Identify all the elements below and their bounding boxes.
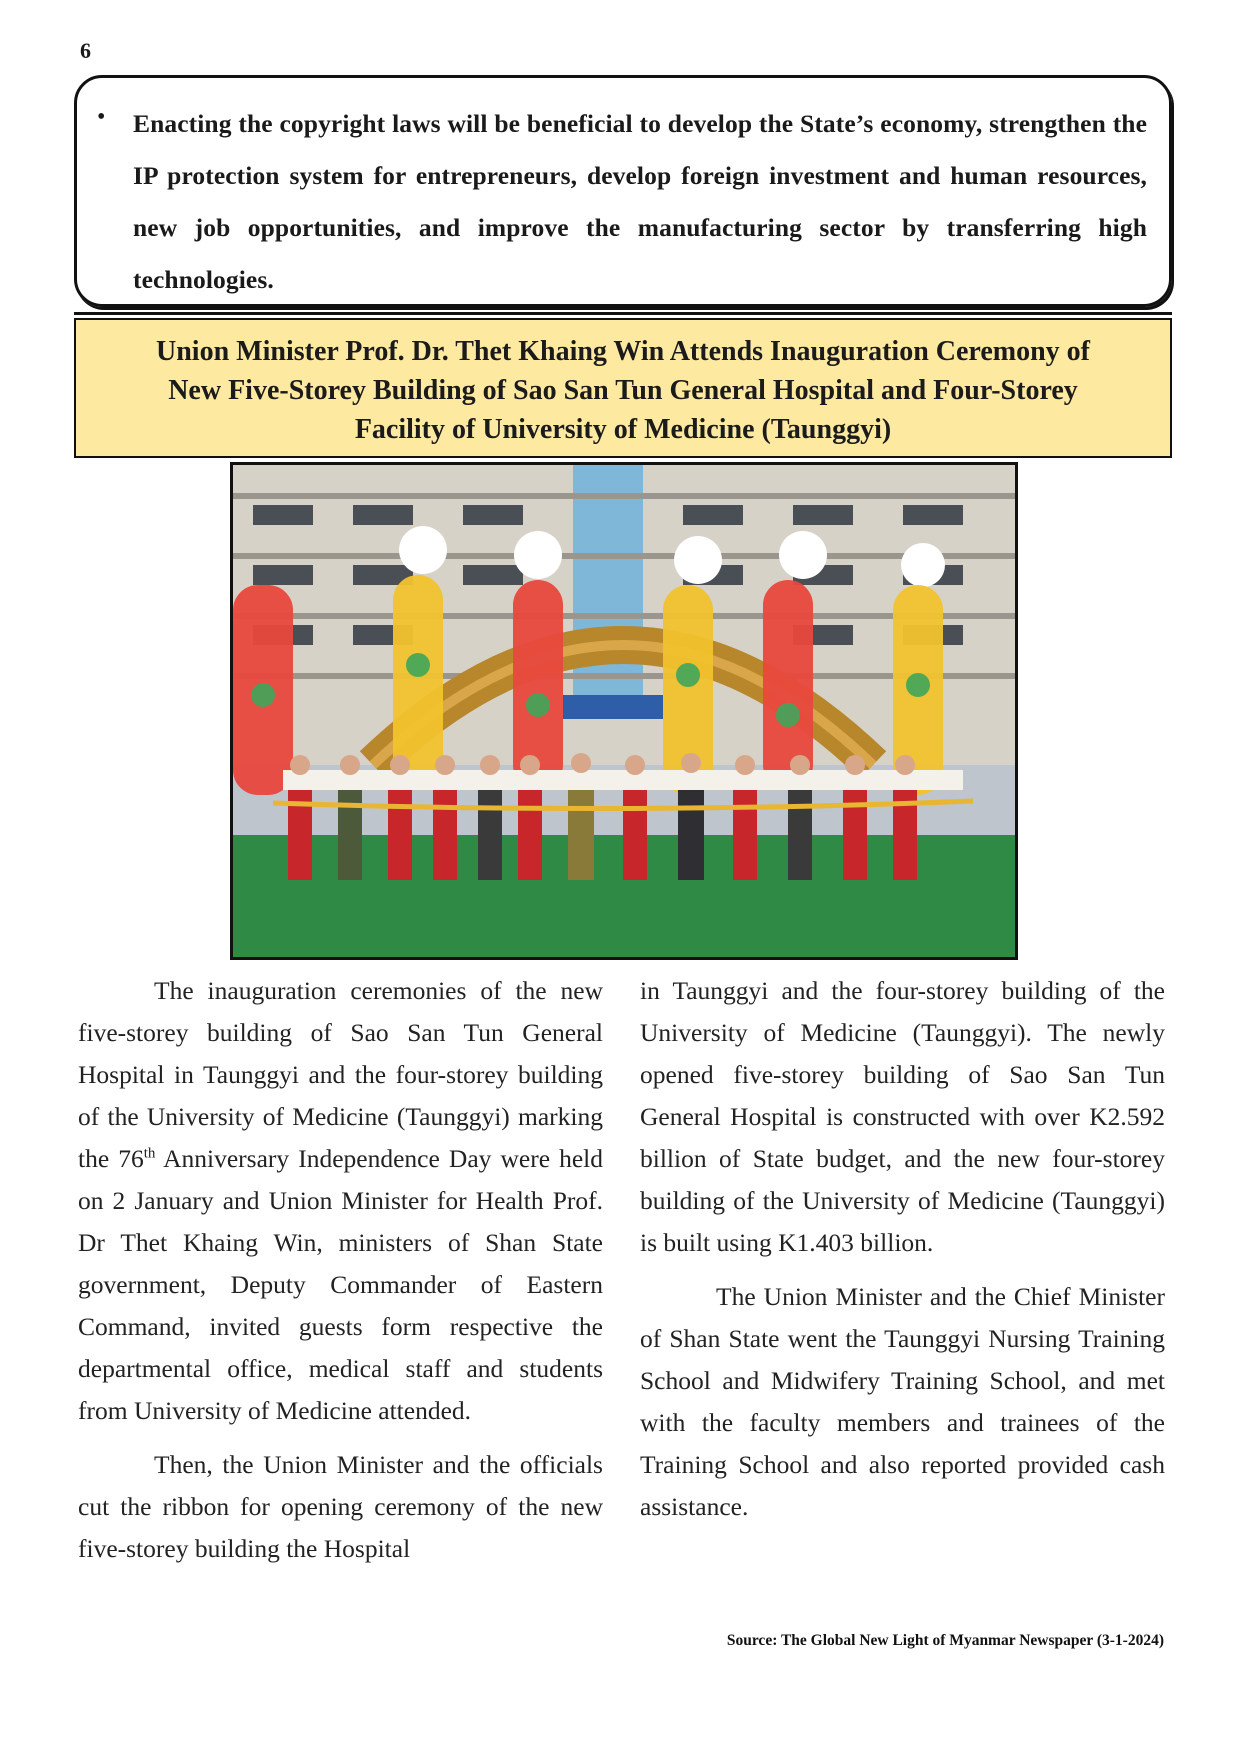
highlight-text: Enacting the copyright laws will be beneficial to develop the State’s economy, strengthen the IP protection system for entrepreneurs, develop foreign investment and human resources, new job opportunities, and improve the manufacturing sector by transferring high technologies. [133,109,1147,294]
page-number: 6 [80,38,91,63]
paragraph-2-start: Then, the Union Minister and the officials cut the ribbon for opening ceremony of the new five-storey building the Hospital [78,1450,603,1563]
title-line-3: Facility of University of Medicine (Taunggyi) [354,414,892,445]
paragraph-1-text-b: Anniversary Independence Day were held on 2 January and Union Minister for Health Prof. Dr Thet Khaing Win, ministers of Shan State government, Deputy Commander of Eastern Command, invited guests form respective the departmental office, medical staff and students from University of Medicine attended. [78,1144,603,1425]
title-line-2: New Five-Storey Building of Sao San Tun General Hospital and Four-Storey [168,375,1078,406]
paragraph-1-text-a: The inauguration ceremonies of the new five-storey building of Sao San Tun General Hospital in Taunggyi and the four-storey building of the University of Medicine (Taunggyi) marking the 76 [78,976,603,1173]
source-citation: Source: The Global New Light of Myanmar Newspaper (3-1-2024) [726,1632,1164,1649]
title-line-1: Union Minister Prof. Dr. Thet Khaing Win Attends Inauguration Ceremony of [156,336,1090,367]
article-title-box [74,318,1172,458]
paragraph-1 [78,970,603,1432]
bullet-point-icon: • [97,104,106,130]
paragraph-3: The Union Minister and the Chief Minister of Shan State went the Taunggyi Nursing Training School and Midwifery Training School, and met with the faculty members and trainees of the Training School and also reported provided cash assistance. [640,1282,1165,1521]
article-column-left [78,970,603,1570]
ceremony-photo [230,462,1018,960]
divider-rule [74,312,1172,315]
highlight-box [74,75,1172,307]
ordinal-suffix: th [143,1145,156,1162]
article-column-right [640,970,1165,1528]
ribbon-cutting-ceremony-image [233,465,1015,957]
paragraph-2-end: in Taunggyi and the four-storey building of the University of Medicine (Taunggyi). The newly opened five-storey building of Sao San Tun General Hospital is constructed with over K2.592 billion of State budget, and the new four-storey building of the University of Medicine (Taunggyi) is built using K1.403 billion. [640,976,1165,1257]
